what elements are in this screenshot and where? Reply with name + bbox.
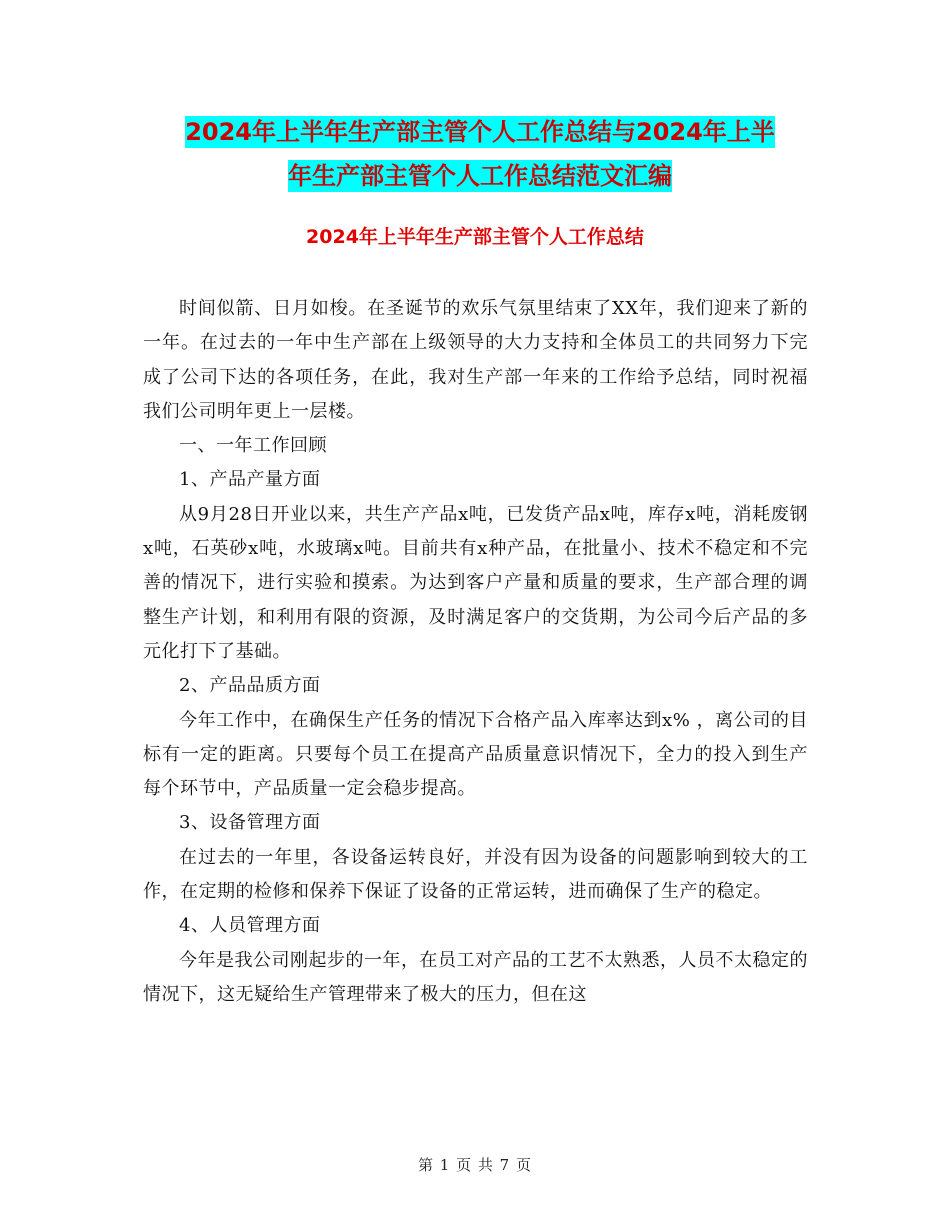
paragraph-equipment: 在过去的一年里，各设备运转良好，并没有因为设备的问题影响到较大的工作，在定期的检修和保养下保证了设备的正常运转，进而确保了生产的稳定。 [143,846,808,903]
page-number-footer [0,1155,950,1175]
paragraph-quality: 今年工作中，在确保生产任务的情况下合格产品入库率达到x% ，离公司的目标有一定的距离。只要每个员工在提高产品质量意识情况下，全力的投入到生产每个环节中，产品质量一定会稳步提高。 [143,709,808,800]
document-body [143,292,808,1012]
heading-review: 一、一年工作回顾 [179,435,327,457]
heading-quality: 2、产品品质方面 [179,675,321,697]
heading-personnel: 4、人员管理方面 [179,915,321,937]
title-line-1: 2024年上半年生产部主管个人工作总结与2024年上半 [185,118,775,146]
heading-equipment: 3、设备管理方面 [179,812,321,834]
title-line-2: 年生产部主管个人工作总结范文汇编 [288,162,672,190]
paragraph-intro: 时间似箭、日月如梭。在圣诞节的欢乐气氛里结束了XX年，我们迎来了新的一年。在过去的一年中生产部在上级领导的大力支持和全体员工的共同努力下完成了公司下达的各项任务，在此，我对生产部一年来的工作给予总结，同时祝福我们公司明年更上一层楼。 [143,298,808,422]
paragraph-output: 从9月28日开业以来，共生产产品x吨，已发货产品x吨，库存x吨，消耗废钢x吨，石英砂x吨，水玻璃x吨。目前共有x种产品，在批量小、技术不稳定和不完善的情况下，进行实验和摸索。为达到客户产量和质量的要求，生产部合理的调整生产计划，和利用有限的资源，及时满足客户的交货期，为公司今后产品的多元化打下了基础。 [143,503,808,662]
document-title [140,110,820,198]
heading-output: 1、产品产量方面 [179,469,321,491]
paragraph-personnel: 今年是我公司刚起步的一年，在员工对产品的工艺不太熟悉，人员不太稳定的情况下，这无疑给生产管理带来了极大的压力，但在这 [143,949,808,1005]
page-number: 第 1 页 共 7 页 [418,1156,532,1174]
section-title: 2024年上半年生产部主管个人工作总结 [306,226,644,248]
